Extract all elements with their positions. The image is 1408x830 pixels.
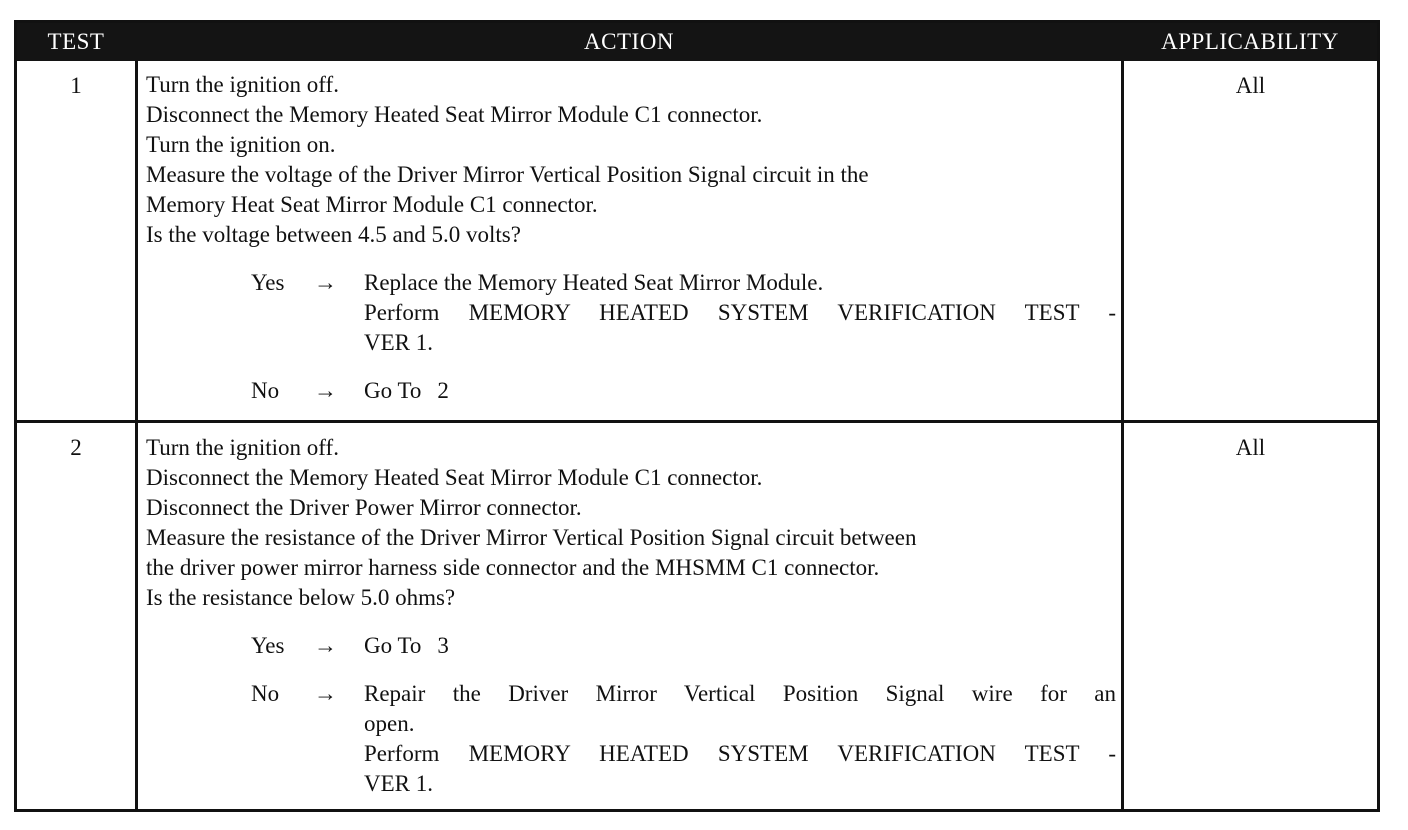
result-line: open. — [364, 711, 415, 736]
yes-label: Yes — [251, 270, 285, 295]
result-line: VER 1. — [364, 771, 433, 796]
no-answer-1 — [146, 376, 1116, 406]
test-number-1: 1 — [70, 73, 82, 98]
yes-result — [364, 631, 1116, 661]
action-line: Is the resistance below 5.0 ohms? — [146, 585, 456, 610]
action-line: Turn the ignition off. — [146, 435, 339, 460]
arrow-right-icon: → — [314, 270, 337, 295]
action-line: Disconnect the Driver Power Mirror connector. — [146, 495, 582, 520]
action-line: Measure the voltage of the Driver Mirror Vertical Position Signal circuit in the — [146, 162, 869, 187]
action-line: Memory Heat Seat Mirror Module C1 connector. — [146, 192, 598, 217]
applicability-1: All — [1235, 73, 1266, 98]
test-number-2: 2 — [70, 435, 82, 460]
goto-text: Go To — [364, 633, 422, 658]
goto-link[interactable]: 3 — [437, 633, 449, 658]
yes-result — [364, 268, 1116, 358]
yes-answer-1 — [146, 268, 1116, 358]
header-action: ACTION — [584, 29, 674, 54]
goto-text: Go To — [364, 378, 422, 403]
no-label: No — [251, 378, 280, 403]
action-line: Disconnect the Memory Heated Seat Mirror Module C1 connector. — [146, 465, 763, 490]
result-line: Perform MEMORY HEATED SYSTEM VERIFICATION TEST - — [364, 741, 1116, 766]
yes-label: Yes — [251, 633, 285, 658]
no-answer-2 — [146, 679, 1116, 799]
action-line: Turn the ignition on. — [146, 132, 336, 157]
action-line: Disconnect the Memory Heated Seat Mirror Module C1 connector. — [146, 102, 763, 127]
no-result — [364, 679, 1116, 799]
arrow-right-icon: → — [314, 681, 337, 706]
diagnostic-table — [14, 20, 1380, 812]
no-label: No — [251, 681, 280, 706]
row-divider — [17, 420, 1377, 423]
column-divider — [135, 61, 138, 809]
action-line: Measure the resistance of the Driver Mirror Vertical Position Signal circuit between — [146, 525, 917, 550]
yes-answer-2 — [146, 631, 1116, 661]
action-cell-1 — [146, 70, 1116, 406]
result-line: Perform MEMORY HEATED SYSTEM VERIFICATION TEST - — [364, 300, 1116, 325]
result-line: Repair the Driver Mirror Vertical Position Signal wire for an — [364, 681, 1116, 706]
action-line: Is the voltage between 4.5 and 5.0 volts? — [146, 222, 521, 247]
action-line: the driver power mirror harness side connector and the MHSMM C1 connector. — [146, 555, 880, 580]
action-line: Turn the ignition off. — [146, 72, 339, 97]
result-line: VER 1. — [364, 330, 433, 355]
goto-link[interactable]: 2 — [437, 378, 449, 403]
no-result — [364, 376, 1116, 406]
table-header — [17, 23, 1377, 61]
result-line: Replace the Memory Heated Seat Mirror Module. — [364, 270, 824, 295]
arrow-right-icon: → — [314, 378, 337, 403]
header-test: TEST — [47, 29, 105, 54]
applicability-2: All — [1235, 435, 1266, 460]
arrow-right-icon: → — [314, 633, 337, 658]
header-applicability: APPLICABILITY — [1161, 29, 1339, 54]
action-cell-2 — [146, 433, 1116, 799]
